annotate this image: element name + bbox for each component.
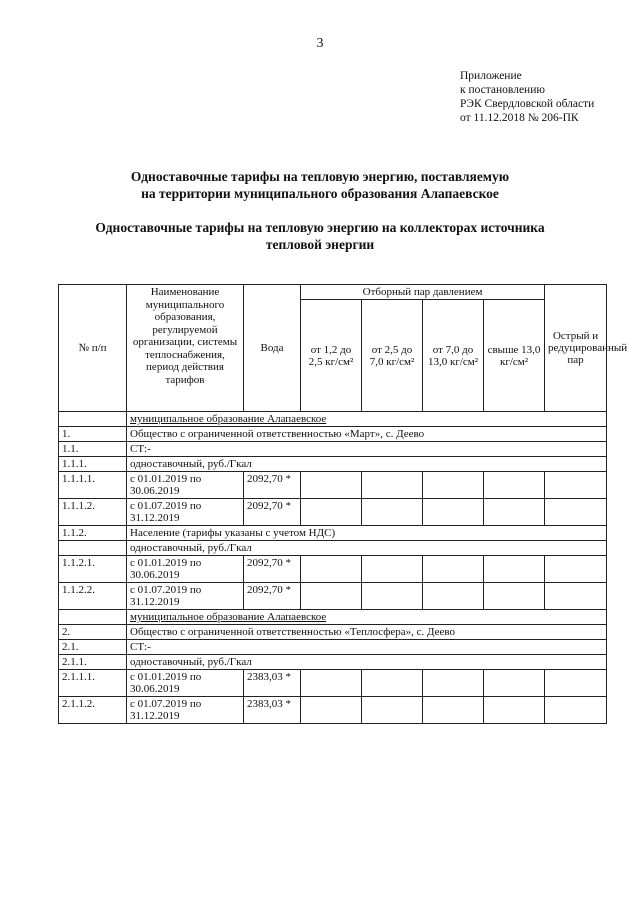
period-label: с 01.07.2019 по 31.12.2019 bbox=[127, 583, 244, 610]
empty-cell bbox=[362, 583, 423, 610]
appendix-line: Приложение bbox=[460, 70, 522, 82]
row-number bbox=[59, 610, 127, 625]
empty-cell bbox=[301, 583, 362, 610]
appendix-line: от 11.12.2018 № 206-ПК bbox=[460, 112, 579, 124]
row-number: 2.1.1. bbox=[59, 655, 127, 670]
table-row bbox=[59, 640, 607, 655]
table-row bbox=[59, 670, 607, 697]
header-pressure-4: свыше 13,0 кг/см² bbox=[484, 300, 545, 412]
table-row bbox=[59, 427, 607, 442]
title-line: на территории муниципального образования Алапаевское bbox=[141, 186, 499, 201]
row-number: 1.1.2.2. bbox=[59, 583, 127, 610]
empty-cell bbox=[484, 499, 545, 526]
water-tariff-value: 2383,03 * bbox=[244, 697, 301, 724]
empty-cell bbox=[423, 472, 484, 499]
empty-cell bbox=[545, 472, 607, 499]
empty-cell bbox=[545, 556, 607, 583]
table-row bbox=[59, 541, 607, 556]
empty-cell bbox=[423, 583, 484, 610]
table-row bbox=[59, 583, 607, 610]
row-number: 2. bbox=[59, 625, 127, 640]
table-row bbox=[59, 697, 607, 724]
page-number: 3 bbox=[316, 36, 324, 51]
water-tariff-value: 2383,03 * bbox=[244, 670, 301, 697]
header-num: № п/п bbox=[59, 285, 127, 412]
empty-cell bbox=[484, 556, 545, 583]
row-description: СТ:- bbox=[127, 640, 607, 655]
table-row bbox=[59, 442, 607, 457]
period-label: с 01.07.2019 по 31.12.2019 bbox=[127, 697, 244, 724]
row-number: 2.1.1.2. bbox=[59, 697, 127, 724]
row-number: 2.1.1.1. bbox=[59, 670, 127, 697]
row-number: 1.1.1.2. bbox=[59, 499, 127, 526]
row-description: одноставочный, руб./Гкал bbox=[127, 541, 607, 556]
row-description: СТ:- bbox=[127, 442, 607, 457]
appendix-line: РЭК Свердловской области bbox=[460, 98, 595, 110]
row-number: 1.1.1.1. bbox=[59, 472, 127, 499]
table-row bbox=[59, 472, 607, 499]
water-tariff-value: 2092,70 * bbox=[244, 583, 301, 610]
period-label: с 01.07.2019 по 31.12.2019 bbox=[127, 499, 244, 526]
header-pressure-1: от 1,2 до 2,5 кг/см² bbox=[301, 300, 362, 412]
row-number: 1. bbox=[59, 427, 127, 442]
empty-cell bbox=[362, 697, 423, 724]
empty-cell bbox=[362, 472, 423, 499]
empty-cell bbox=[301, 670, 362, 697]
empty-cell bbox=[423, 499, 484, 526]
empty-cell bbox=[362, 499, 423, 526]
row-number bbox=[59, 412, 127, 427]
empty-cell bbox=[301, 556, 362, 583]
header-name: Наименование муниципального образования, регулируемой организации, системы теплоснабжения, период действия тарифов bbox=[127, 285, 244, 412]
table-row bbox=[59, 655, 607, 670]
empty-cell bbox=[545, 499, 607, 526]
header-water: Вода bbox=[244, 285, 301, 412]
row-description: Общество с ограниченной ответственностью «Теплосфера», с. Деево bbox=[127, 625, 607, 640]
empty-cell bbox=[484, 670, 545, 697]
row-number: 1.1.2.1. bbox=[59, 556, 127, 583]
empty-cell bbox=[484, 472, 545, 499]
appendix-line: к постановлению bbox=[460, 84, 545, 96]
table-row bbox=[59, 625, 607, 640]
subtitle-line: тепловой энергии bbox=[265, 237, 375, 252]
water-tariff-value: 2092,70 * bbox=[244, 556, 301, 583]
empty-cell bbox=[301, 697, 362, 724]
header-pressure-3: от 7,0 до 13,0 кг/см² bbox=[423, 300, 484, 412]
row-description: Население (тарифы указаны с учетом НДС) bbox=[127, 526, 607, 541]
table-row bbox=[59, 499, 607, 526]
appendix-note bbox=[460, 69, 594, 125]
empty-cell bbox=[545, 697, 607, 724]
title-line: Одноставочные тарифы на тепловую энергию, поставляемую bbox=[130, 169, 510, 184]
header-pressure-2: от 2,5 до 7,0 кг/см² bbox=[362, 300, 423, 412]
empty-cell bbox=[484, 583, 545, 610]
row-number: 1.1. bbox=[59, 442, 127, 457]
document-subtitle bbox=[40, 219, 600, 253]
water-tariff-value: 2092,70 * bbox=[244, 499, 301, 526]
document-title bbox=[40, 168, 600, 202]
empty-cell bbox=[301, 499, 362, 526]
row-description: одноставочный, руб./Гкал bbox=[127, 457, 607, 472]
tariff-table bbox=[58, 284, 628, 724]
row-number: 1.1.2. bbox=[59, 526, 127, 541]
empty-cell bbox=[301, 472, 362, 499]
subtitle-line: Одноставочные тарифы на тепловую энергию на коллекторах источника bbox=[95, 220, 545, 235]
municipality-heading: муниципальное образование Алапаевское bbox=[127, 412, 607, 427]
empty-cell bbox=[362, 670, 423, 697]
municipality-heading: муниципальное образование Алапаевское bbox=[127, 610, 607, 625]
empty-cell bbox=[362, 556, 423, 583]
row-number bbox=[59, 541, 127, 556]
row-number: 2.1. bbox=[59, 640, 127, 655]
header-steam-group: Отборный пар давлением bbox=[301, 285, 545, 300]
period-label: с 01.01.2019 по 30.06.2019 bbox=[127, 472, 244, 499]
header-sharp-steam: Острый и редуцированный пар bbox=[545, 285, 607, 412]
table-row bbox=[59, 526, 607, 541]
row-description: Общество с ограниченной ответственностью «Март», с. Деево bbox=[127, 427, 607, 442]
table-row bbox=[59, 610, 607, 625]
water-tariff-value: 2092,70 * bbox=[244, 472, 301, 499]
table-row bbox=[59, 457, 607, 472]
empty-cell bbox=[423, 697, 484, 724]
table-row bbox=[59, 412, 607, 427]
table-body bbox=[59, 412, 607, 724]
row-number: 1.1.1. bbox=[59, 457, 127, 472]
empty-cell bbox=[484, 697, 545, 724]
table-row bbox=[59, 556, 607, 583]
period-label: с 01.01.2019 по 30.06.2019 bbox=[127, 670, 244, 697]
empty-cell bbox=[545, 583, 607, 610]
empty-cell bbox=[423, 670, 484, 697]
empty-cell bbox=[423, 556, 484, 583]
empty-cell bbox=[545, 670, 607, 697]
row-description: одноставочный, руб./Гкал bbox=[127, 655, 607, 670]
period-label: с 01.01.2019 по 30.06.2019 bbox=[127, 556, 244, 583]
